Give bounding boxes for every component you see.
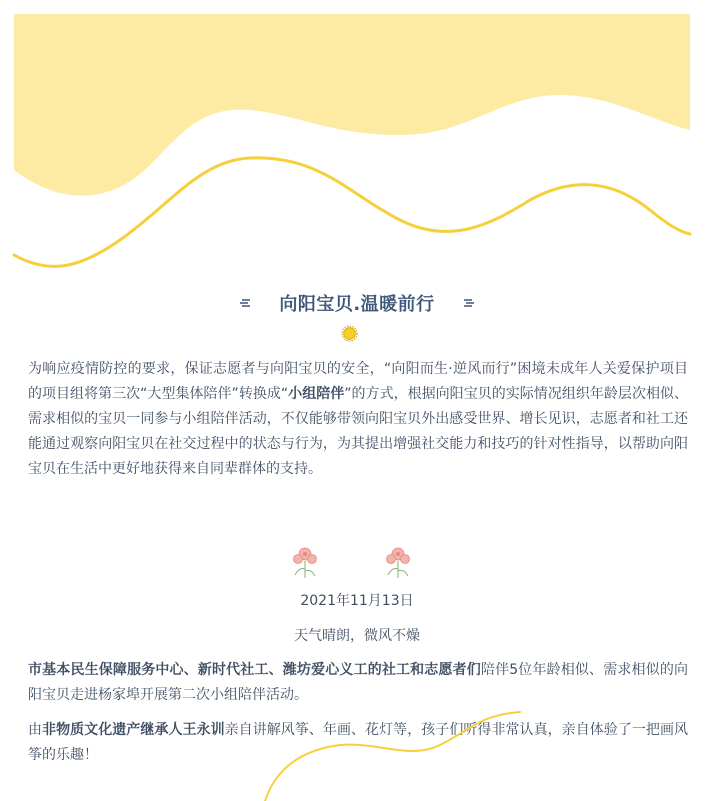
lines-icon: [239, 298, 251, 308]
lines-icon: [463, 298, 475, 308]
intro-paragraph: [28, 357, 688, 482]
sun-icon: [341, 325, 358, 342]
header-banner: [0, 0, 714, 290]
flower-divider: [0, 545, 714, 579]
heritage-paragraph: [28, 718, 688, 768]
heritage-prefix: 由: [28, 722, 43, 738]
intro-bold: 小组陪伴: [288, 386, 345, 402]
intro-text-1: 为响应疫情防控的要求，保证志愿者与向阳宝贝的安全，“向阳而生·逆风而行”困境未成年人关爱保护项目的项目组将第三次“大型集体陪伴”转换成“: [28, 361, 688, 402]
heritage-text: 亲自讲解风筝、年画、花灯等，孩子们听得非常认真，亲自体验了一把画风筝的乐趣！: [28, 722, 689, 763]
heritage-bold: 非物质文化遗产继承人王永训: [42, 722, 225, 738]
section-title: [0, 288, 714, 318]
activity-text: 陪伴5位年龄相似、需求相似的向阳宝贝走进杨家埠开展第二次小组陪伴活动。: [28, 662, 688, 703]
banner-fill: [14, 14, 690, 196]
intro-text-2: ”的方式，根据向阳宝贝的实际情况组织年龄层次相似、需求相似的宝贝一同参与小组陪伴活动，不仅能够带领向阳宝贝外出感受世界、增长见识，志愿者和社工还能通过观察向阳宝贝在社交过程中的状态与行为，为其提出增强社交能力和技巧的针对性指导，以帮助向阳宝贝在生活中更好地获得来自同辈群体的支持。: [28, 386, 689, 477]
event-date: 2021年11月13日: [300, 593, 414, 609]
page-title: 向阳宝贝.温暖前行: [279, 294, 435, 315]
activity-paragraph: [28, 658, 688, 708]
flower-icon: [290, 545, 320, 579]
organizers-bold: 市基本民生保障服务中心、新时代社工、潍坊爱心义工的社工和志愿者们: [28, 662, 481, 678]
flower-icon: [383, 545, 413, 579]
event-weather: 天气晴朗，微风不燥: [294, 628, 420, 644]
